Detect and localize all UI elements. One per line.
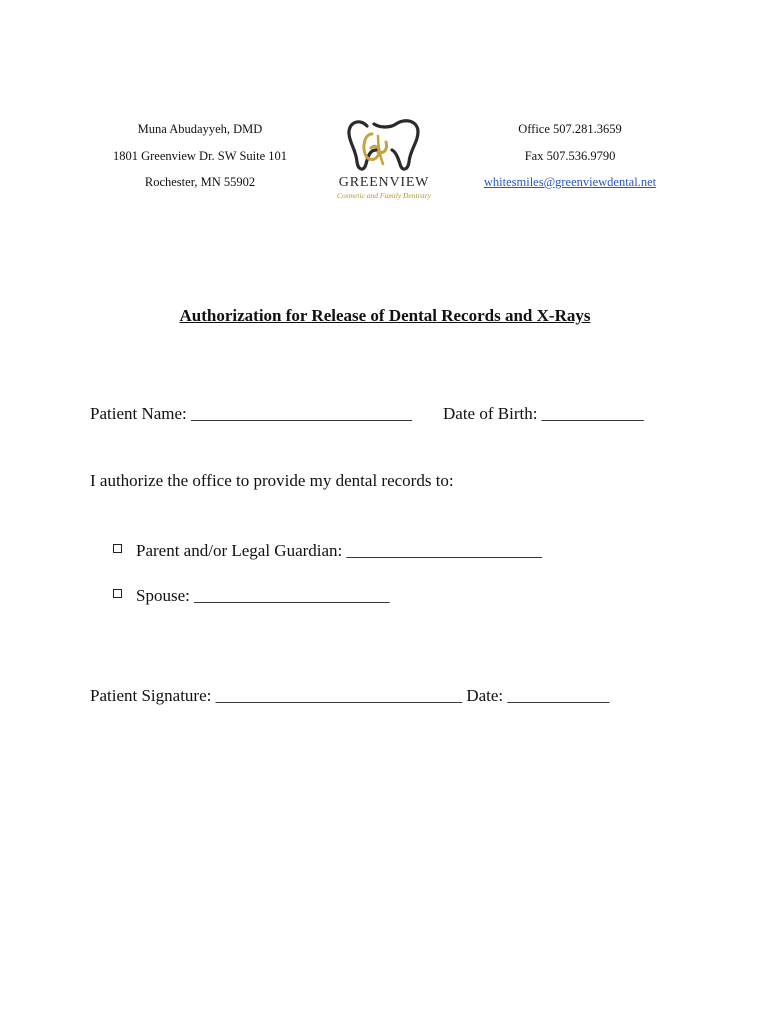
option-spouse xyxy=(113,586,390,606)
patient-name-label: Patient Name: xyxy=(90,404,187,423)
dob-label: Date of Birth: xyxy=(443,404,538,423)
fax-number: Fax 507.536.9790 xyxy=(524,148,616,163)
spouse-checkbox[interactable] xyxy=(113,589,122,598)
signature-row xyxy=(90,686,609,706)
patient-name-row xyxy=(90,404,412,424)
street-address: 1801 Greenview Dr. SW Suite 101 xyxy=(112,148,288,163)
logo-tagline: Cosmetic and Family Dentistry xyxy=(337,191,431,200)
dob-row xyxy=(443,404,644,424)
city-state-zip: Rochester, MN 55902 xyxy=(144,175,256,189)
patient-name-field[interactable]: __________________________ xyxy=(191,404,413,423)
spouse-field[interactable]: _______________________ xyxy=(194,586,390,605)
contact-info xyxy=(470,116,670,196)
parent-guardian-label: Parent and/or Legal Guardian: xyxy=(136,541,343,560)
logo-brand-text: GREENVIEW xyxy=(338,175,430,190)
office-phone: Office 507.281.3659 xyxy=(518,122,622,136)
email-line xyxy=(470,169,670,196)
signature-field[interactable]: _____________________________ xyxy=(215,686,463,705)
signature-date-field[interactable]: ____________ xyxy=(507,686,610,705)
email-link[interactable]: whitesmiles@greenviewdental.net xyxy=(483,175,657,189)
spouse-label: Spouse: xyxy=(136,586,190,605)
signature-date-label: Date: xyxy=(466,686,504,705)
parent-guardian-checkbox[interactable] xyxy=(113,544,122,553)
form-title: Authorization for Release of Dental Records and X-Rays xyxy=(179,306,591,325)
authorize-statement: I authorize the office to provide my dental records to: xyxy=(90,471,454,490)
greenview-logo xyxy=(334,112,434,208)
parent-guardian-field[interactable]: _______________________ xyxy=(346,541,543,560)
option-parent-guardian xyxy=(113,541,542,561)
dentist-name: Muna Abudayyeh, DMD xyxy=(137,122,263,136)
dob-field[interactable]: ____________ xyxy=(541,404,644,423)
tooth-icon xyxy=(334,112,434,178)
signature-label: Patient Signature: xyxy=(90,686,212,705)
practice-info xyxy=(100,116,300,196)
